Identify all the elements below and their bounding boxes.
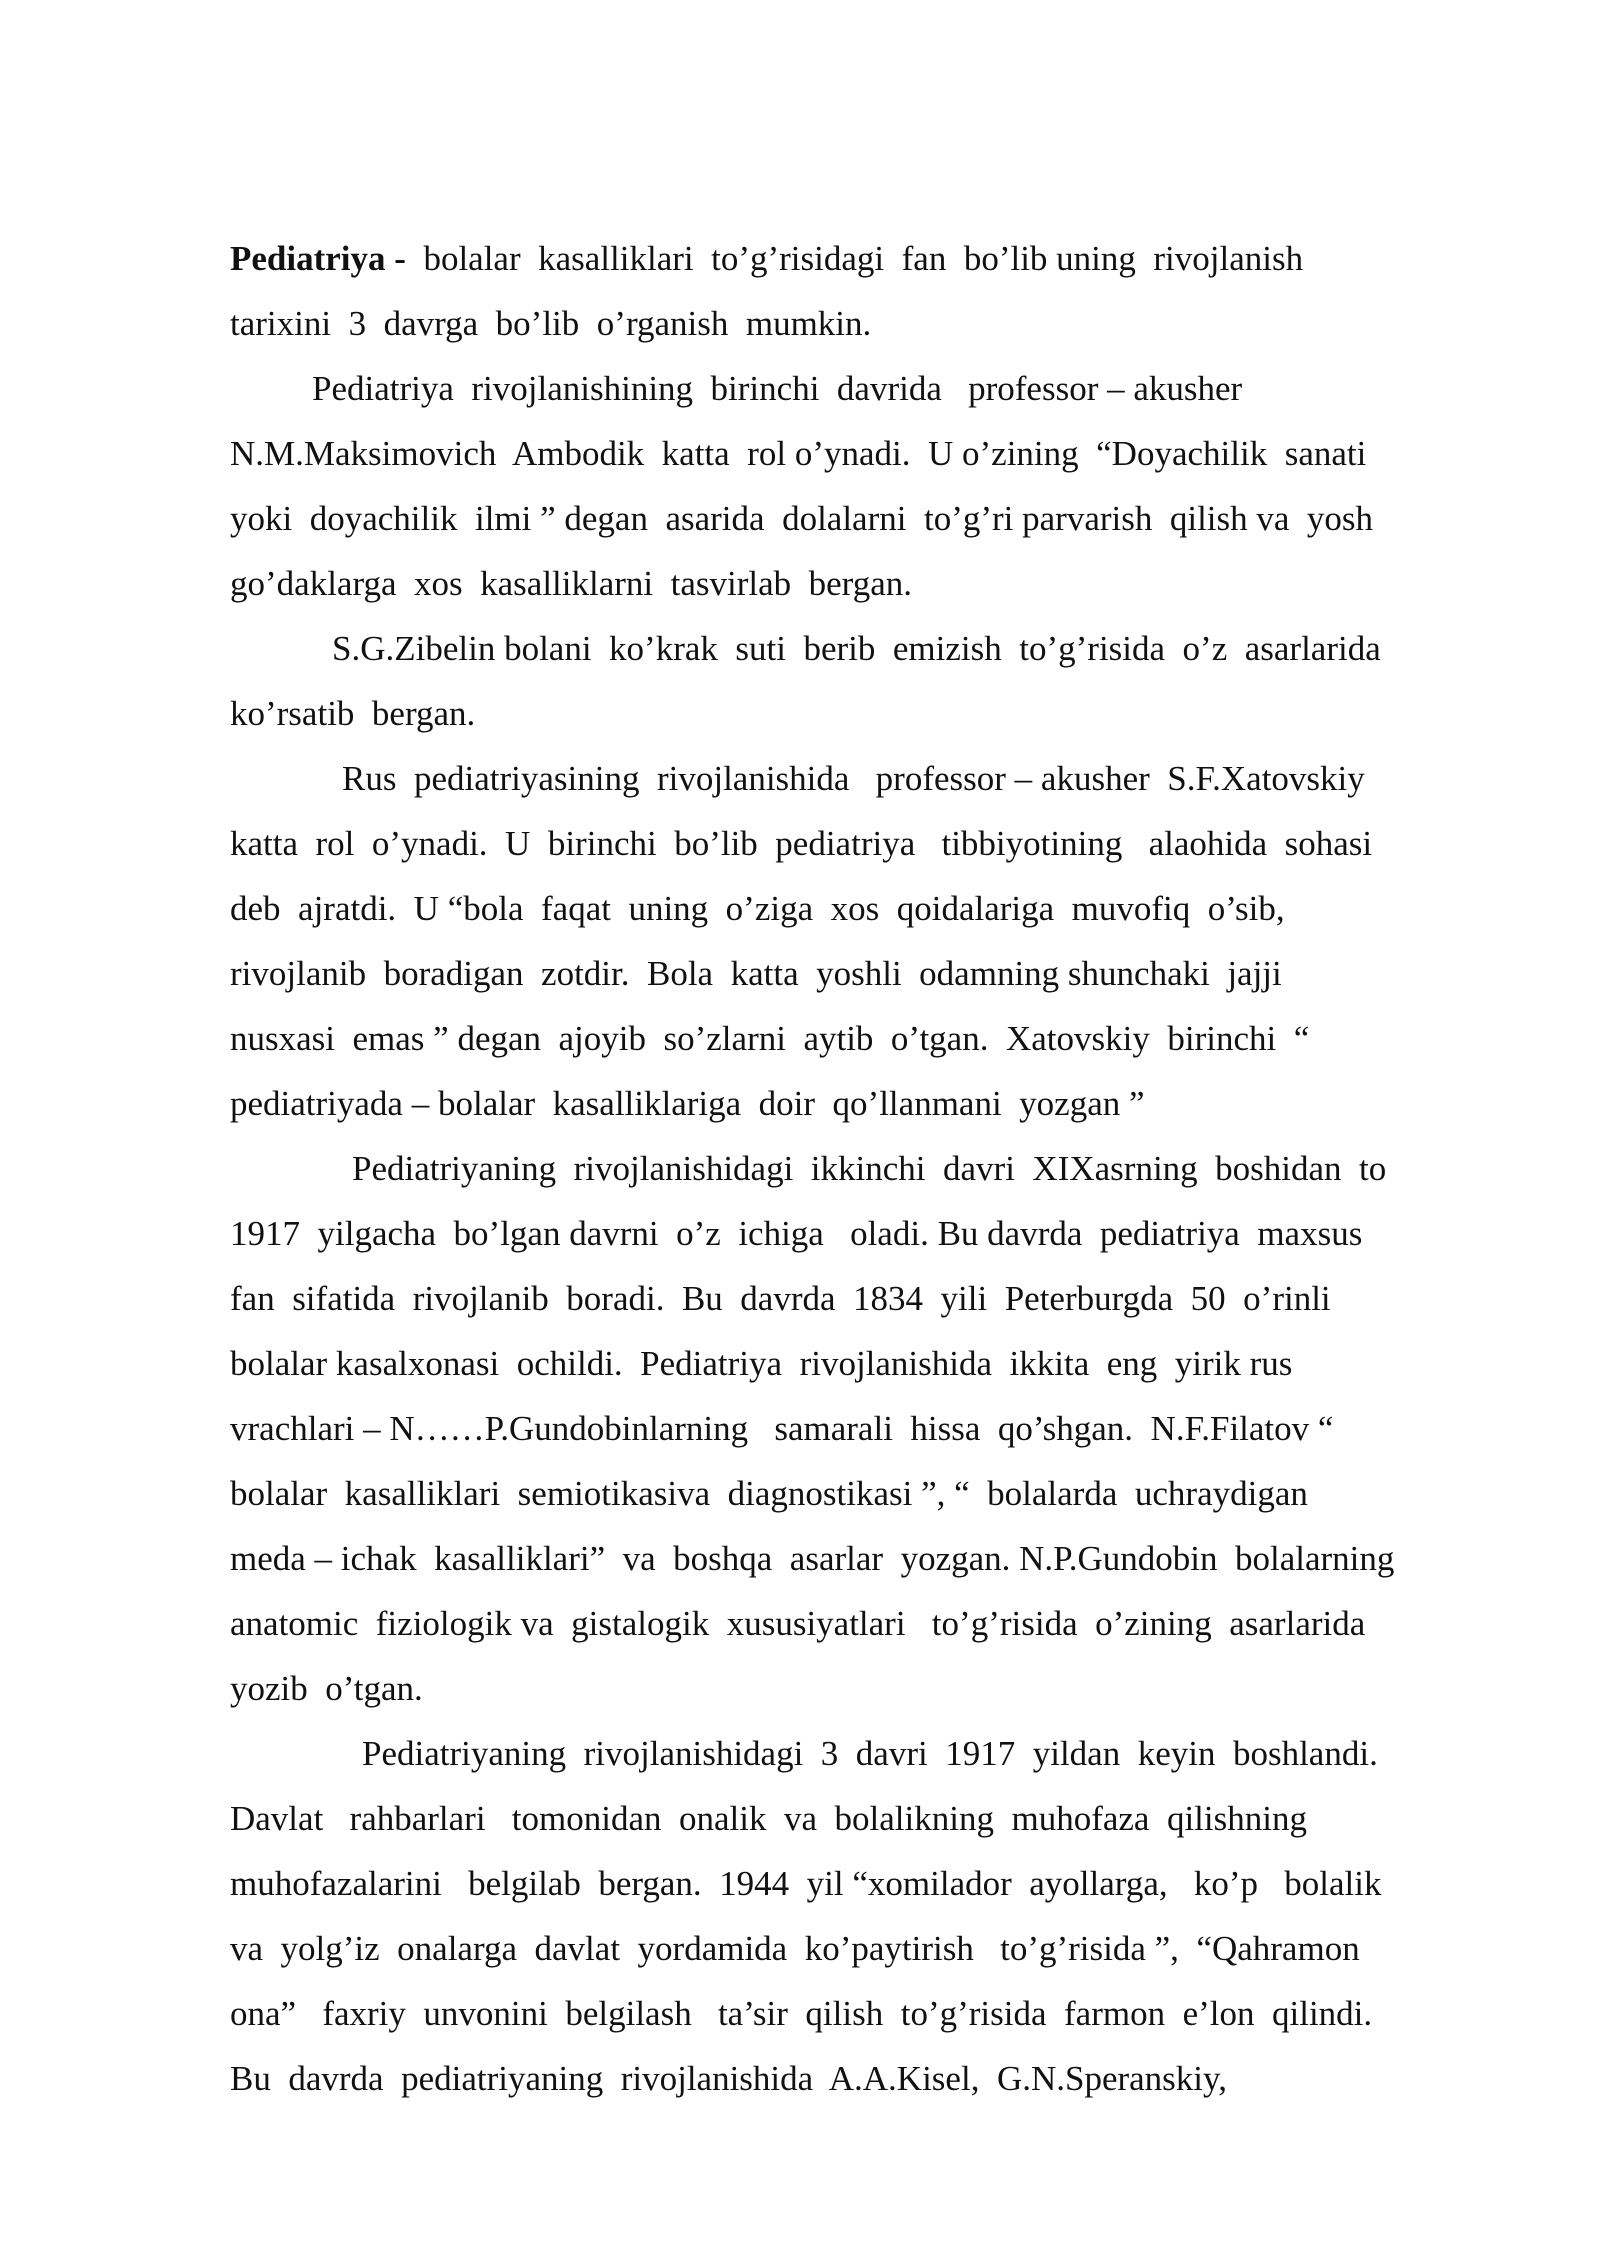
text-line: Rus pediatriyasining rivojlanishida professor – akusher S.F.Xatovskiy [342,759,1365,798]
text-line: Davlat rahbarlari tomonidan onalik va bolalikning muhofaza qilishning [230,1799,1307,1838]
text-line: ona” faxriy unvonini belgilash ta’sir qilish to’g’risida farmon e’lon qilindi. [230,1994,1373,2033]
paragraph-zibelin [230,616,1510,746]
paragraph-first-period [230,356,1510,616]
text-line: go’daklarga xos kasalliklarni tasvirlab bergan. [230,564,912,603]
document-body [230,226,1510,2111]
text-line: Pediatriyaning rivojlanishidagi 3 davri 1917 yildan keyin boshlandi. [362,1734,1378,1773]
text-line: N.M.Maksimovich Ambodik katta rol o’ynadi. U o’zining “Doyachilik sanati [230,434,1367,473]
text-line: va yolg’iz onalarga davlat yordamida ko’paytirish to’g’risida ”, “Qahramon [230,1929,1360,1968]
paragraph-third-period [230,1721,1510,2111]
text-line: vrachlari – N……P.Gundobinlarning samarali hissa qo’shgan. N.F.Filatov “ [230,1409,1334,1448]
text-line: katta rol o’ynadi. U birinchi bo’lib pediatriya tibbiyotining alaohida sohasi [230,824,1373,863]
text-line: bolalar kasalliklari semiotikasiva diagnostikasi ”, “ bolalarda uchraydigan [230,1474,1308,1513]
text-line: bolalar kasalxonasi ochildi. Pediatriya rivojlanishida ikkita eng yirik rus [230,1344,1293,1383]
text-line: pediatriyada – bolalar kasalliklariga doir qo’llanmani yozgan ” [230,1084,1145,1123]
text-line: tarixini 3 davrga bo’lib o’rganish mumkin. [230,304,872,343]
paragraph-intro [230,226,1510,356]
text-line: meda – ichak kasalliklari” va boshqa asarlar yozgan. N.P.Gundobin bolalarning [230,1539,1395,1578]
text-line-rest: bolalar kasalliklari to’g’risidagi fan bo’lib uning rivojlanish [414,239,1304,278]
text-line: ko’rsatib bergan. [230,694,476,733]
text-line: Bu davrda pediatriyaning rivojlanishida A.A.Kisel, G.N.Speranskiy, [230,2059,1228,2098]
text-line: Pediatriya rivojlanishining birinchi davrida professor – akusher [312,369,1243,408]
text-line: Pediatriyaning rivojlanishidagi ikkinchi davri XIXasrning boshidan to [352,1149,1387,1188]
text-line: deb ajratdi. U “bola faqat uning o’ziga xos qoidalariga muvofiq o’sib, [230,889,1285,928]
paragraph-second-period [230,1136,1510,1721]
paragraph-xatovskiy [230,746,1510,1136]
text-line: muhofazalarini belgilab bergan. 1944 yil “xomilador ayollarga, ko’p bolalik [230,1864,1382,1903]
text-line: fan sifatida rivojlanib boradi. Bu davrda 1834 yili Peterburgda 50 o’rinli [230,1279,1331,1318]
text-line: rivojlanib boradigan zotdir. Bola katta yoshli odamning shunchaki jajji [230,954,1282,993]
text-line: nusxasi emas ” degan ajoyib so’zlarni aytib o’tgan. Xatovskiy birinchi “ [230,1019,1310,1058]
term-pediatriya: Pediatriya - [230,239,415,278]
text-line: yoki doyachilik ilmi ” degan asarida dolalarni to’g’ri parvarish qilish va yosh [230,499,1374,538]
text-line [230,226,1510,291]
text-line: anatomic fiziologik va gistalogik xususiyatlari to’g’risida o’zining asarlarida [230,1604,1366,1643]
text-line: yozib o’tgan. [230,1669,423,1708]
text-line: S.G.Zibelin bolani ko’krak suti berib emizish to’g’risida o’z asarlarida [332,629,1381,668]
text-line: 1917 yilgacha bo’lgan davrni o’z ichiga oladi. Bu davrda pediatriya maxsus [230,1214,1363,1253]
